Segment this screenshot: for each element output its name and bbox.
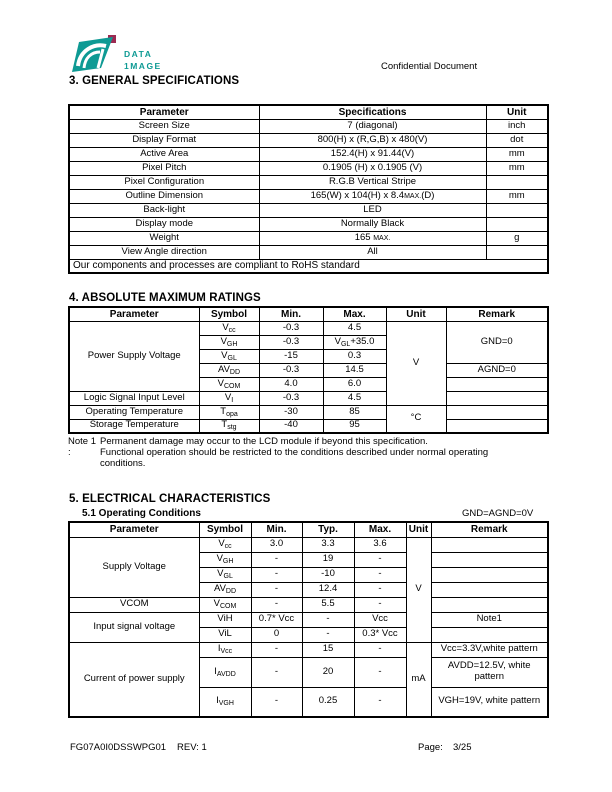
param-cell: Screen Size bbox=[69, 119, 259, 133]
symbol-cell bbox=[199, 537, 251, 552]
spec-cell bbox=[259, 189, 486, 203]
typ-cell: 0.25 bbox=[302, 687, 354, 717]
table-row bbox=[69, 119, 548, 133]
min-cell: 0.7* Vcc bbox=[251, 612, 302, 627]
symbol-base: V bbox=[220, 335, 227, 347]
symbol-cell bbox=[199, 657, 251, 687]
remark-cell bbox=[431, 537, 548, 552]
symbol-sub: Vcc bbox=[220, 648, 233, 656]
symbol-cell bbox=[199, 419, 259, 433]
col-header-parameter: Parameter bbox=[69, 522, 199, 537]
spec-smallcaps: MAX. bbox=[404, 192, 422, 200]
remark-empty-cell bbox=[446, 391, 548, 405]
table-row bbox=[69, 189, 548, 203]
col-header-remark: Remark bbox=[446, 307, 548, 321]
note-line: conditions. bbox=[100, 458, 146, 469]
param-cell: Weight bbox=[69, 231, 259, 245]
symbol-base: V bbox=[213, 598, 220, 610]
max-cell: Vcc bbox=[354, 612, 406, 627]
min-cell: - bbox=[251, 567, 302, 582]
table-row bbox=[69, 419, 548, 433]
min-cell: -40 bbox=[259, 419, 323, 433]
symbol-base: AV bbox=[213, 583, 226, 595]
spec-cell bbox=[259, 133, 486, 147]
remark-cell bbox=[431, 627, 548, 642]
note-line: Permanent damage may occur to the LCD module if beyond this specification. bbox=[100, 436, 428, 447]
remark-cell: VGH=19V, white pattern bbox=[431, 687, 548, 717]
symbol-base: T bbox=[220, 405, 227, 417]
symbol-base: V bbox=[218, 538, 225, 550]
spec-cell bbox=[259, 231, 486, 245]
col-header-unit: Unit bbox=[386, 307, 446, 321]
param-cell-vcom: VCOM bbox=[69, 597, 199, 612]
symbol-sub: COM bbox=[224, 382, 241, 390]
typ-cell: 5.5 bbox=[302, 597, 354, 612]
symbol-cell bbox=[199, 567, 251, 582]
remark-empty-cell bbox=[446, 419, 548, 433]
max-cell: 0.3 bbox=[323, 349, 386, 363]
min-cell: -0.3 bbox=[259, 391, 323, 405]
compliance-row bbox=[69, 259, 548, 273]
symbol-cell bbox=[199, 349, 259, 363]
logo-word-data: DATA bbox=[124, 49, 153, 60]
spec-cell bbox=[259, 147, 486, 161]
min-cell: -0.3 bbox=[259, 363, 323, 377]
spec-cell bbox=[259, 245, 486, 259]
param-group-power-supply: Power Supply Voltage bbox=[69, 321, 199, 391]
remark-cell bbox=[431, 552, 548, 567]
min-cell: 0 bbox=[251, 627, 302, 642]
remark-note1-cell: Note1 bbox=[431, 612, 548, 627]
symbol-sub: opa bbox=[226, 410, 238, 418]
symbol-cell bbox=[199, 612, 251, 627]
remark-agnd-cell: AGND=0 bbox=[446, 363, 548, 377]
symbol-base: T bbox=[221, 419, 228, 431]
min-cell: - bbox=[251, 687, 302, 717]
param-group-supply-voltage: Supply Voltage bbox=[69, 537, 199, 597]
spec-text: 0.1905 (H) x 0.1905 (V) bbox=[322, 161, 423, 173]
table-row bbox=[69, 597, 548, 612]
spec-cell bbox=[259, 161, 486, 175]
unit-v-cell: V bbox=[386, 321, 446, 405]
header-row bbox=[69, 307, 548, 321]
footer-page-label: Page: bbox=[418, 742, 443, 753]
unit-cell bbox=[486, 203, 548, 217]
unit-ma-cell: mA bbox=[406, 642, 431, 717]
col-header-max: Max. bbox=[354, 522, 406, 537]
footer-revision: REV: 1 bbox=[177, 742, 207, 753]
note-line: Functional operation should be restricted to the conditions described under normal operating bbox=[100, 447, 489, 458]
max-base: V bbox=[334, 335, 341, 347]
symbol-sub: DD bbox=[225, 588, 237, 596]
col-header-max: Max. bbox=[323, 307, 386, 321]
unit-cell: mm bbox=[486, 147, 548, 161]
typ-cell: 19 bbox=[302, 552, 354, 567]
symbol-base: V bbox=[216, 553, 223, 565]
spec-text: 7 (diagonal) bbox=[347, 119, 398, 131]
min-cell: - bbox=[251, 582, 302, 597]
remark-cell bbox=[431, 567, 548, 582]
symbol-base: V bbox=[221, 349, 228, 361]
unit-cell: dot bbox=[486, 133, 548, 147]
max-cell: 85 bbox=[323, 405, 386, 419]
col-header-parameter: Parameter bbox=[69, 307, 199, 321]
symbol-sub: DD bbox=[229, 368, 241, 376]
symbol-cell bbox=[199, 627, 251, 642]
symbol-base: ViH bbox=[217, 613, 233, 625]
col-header-symbol: Symbol bbox=[199, 522, 251, 537]
table-row bbox=[69, 231, 548, 245]
max-cell: 4.5 bbox=[323, 391, 386, 405]
symbol-sub: cc bbox=[228, 326, 236, 334]
symbol-cell bbox=[199, 687, 251, 717]
symbol-base: V bbox=[224, 391, 232, 403]
min-cell: -15 bbox=[259, 349, 323, 363]
unit-cell: inch bbox=[486, 119, 548, 133]
unit-c-cell: °C bbox=[386, 405, 446, 433]
col-header-min: Min. bbox=[259, 307, 323, 321]
symbol-base: I bbox=[214, 665, 217, 677]
remark-cell: AVDD=12.5V, white pattern bbox=[431, 657, 548, 687]
min-cell: - bbox=[251, 552, 302, 567]
spec-text: LED bbox=[363, 203, 382, 215]
section-5-1-title: 5.1 Operating Conditions bbox=[82, 508, 201, 519]
min-cell: - bbox=[251, 657, 302, 687]
param-group-input-signal: Input signal voltage bbox=[69, 612, 199, 642]
param-cell: Display mode bbox=[69, 217, 259, 231]
col-header-symbol: Symbol bbox=[199, 307, 259, 321]
param-cell: Active Area bbox=[69, 147, 259, 161]
unit-cell bbox=[486, 175, 548, 189]
table-row bbox=[69, 161, 548, 175]
param-cell: Logic Signal Input Level bbox=[69, 391, 199, 405]
spec-text: All bbox=[367, 245, 378, 257]
symbol-base: V bbox=[222, 321, 229, 333]
symbol-sub: I bbox=[231, 396, 234, 404]
typ-cell: - bbox=[302, 612, 354, 627]
symbol-sub: stg bbox=[227, 424, 237, 432]
remark-empty-cell bbox=[446, 377, 548, 391]
remark-empty-cell bbox=[446, 405, 548, 419]
param-cell: Operating Temperature bbox=[69, 405, 199, 419]
param-cell: Display Format bbox=[69, 133, 259, 147]
max-cell: 95 bbox=[323, 419, 386, 433]
col-header-specifications: Specifications bbox=[259, 105, 486, 119]
header-row bbox=[69, 522, 548, 537]
data-image-logo-icon bbox=[70, 35, 118, 73]
typ-cell: 12.4 bbox=[302, 582, 354, 597]
symbol-sub: GH bbox=[226, 340, 238, 348]
section-5-title: 5. ELECTRICAL CHARACTERISTICS bbox=[69, 493, 271, 505]
table-row bbox=[69, 391, 548, 405]
symbol-cell bbox=[199, 391, 259, 405]
unit-cell: g bbox=[486, 231, 548, 245]
symbol-sub: VGH bbox=[218, 700, 234, 708]
table-row bbox=[69, 321, 548, 335]
symbol-base: I bbox=[217, 643, 221, 655]
col-header-typ: Typ. bbox=[302, 522, 354, 537]
max-cell: - bbox=[354, 642, 406, 657]
header-row bbox=[69, 105, 548, 119]
unit-cell: mm bbox=[486, 161, 548, 175]
min-cell: - bbox=[251, 642, 302, 657]
spec-text: 165(W) x 104(H) x 8.4 bbox=[310, 189, 405, 201]
table-row bbox=[69, 175, 548, 189]
max-cell: 6.0 bbox=[323, 377, 386, 391]
symbol-sub: COM bbox=[220, 603, 237, 611]
note-1 bbox=[68, 436, 538, 469]
param-cell: Back-light bbox=[69, 203, 259, 217]
param-cell: View Angle direction bbox=[69, 245, 259, 259]
max-cell: 4.5 bbox=[323, 321, 386, 335]
max-cell: 3.6 bbox=[354, 537, 406, 552]
symbol-cell bbox=[199, 321, 259, 335]
max-cell: - bbox=[354, 582, 406, 597]
max-post: +35.0 bbox=[350, 335, 375, 347]
param-cell: Pixel Configuration bbox=[69, 175, 259, 189]
remark-cell bbox=[431, 597, 548, 612]
table-row bbox=[69, 147, 548, 161]
param-cell: Storage Temperature bbox=[69, 419, 199, 433]
table-row bbox=[69, 245, 548, 259]
table-row bbox=[69, 203, 548, 217]
symbol-cell bbox=[199, 335, 259, 349]
max-cell: 14.5 bbox=[323, 363, 386, 377]
symbol-cell bbox=[199, 552, 251, 567]
min-cell: 4.0 bbox=[259, 377, 323, 391]
table-row bbox=[69, 217, 548, 231]
rohs-compliance-note: Our components and processes are compliant to RoHS standard bbox=[69, 259, 548, 273]
general-specs-table bbox=[68, 104, 549, 274]
typ-cell: 20 bbox=[302, 657, 354, 687]
remark-gnd-cell: GND=0 bbox=[446, 321, 548, 363]
param-group-current: Current of power supply bbox=[69, 642, 199, 717]
section-4-title: 4. ABSOLUTE MAXIMUM RATINGS bbox=[69, 292, 261, 304]
ground-condition-label: GND=AGND=0V bbox=[462, 508, 534, 519]
col-header-unit: Unit bbox=[406, 522, 431, 537]
spec-cell bbox=[259, 217, 486, 231]
min-cell: 3.0 bbox=[251, 537, 302, 552]
symbol-sub: GH bbox=[222, 558, 234, 566]
spec-cell bbox=[259, 203, 486, 217]
table-row bbox=[69, 405, 548, 419]
max-cell: - bbox=[354, 687, 406, 717]
symbol-cell bbox=[199, 642, 251, 657]
col-header-min: Min. bbox=[251, 522, 302, 537]
symbol-cell bbox=[199, 405, 259, 419]
min-cell: -0.3 bbox=[259, 335, 323, 349]
note-label: Note 1 : bbox=[68, 436, 96, 458]
col-header-remark: Remark bbox=[431, 522, 548, 537]
spec-smallcaps: MAX. bbox=[373, 234, 391, 242]
unit-cell: mm bbox=[486, 189, 548, 203]
unit-cell bbox=[486, 217, 548, 231]
max-cell: - bbox=[354, 657, 406, 687]
spec-text: 165 bbox=[354, 231, 374, 243]
col-header-parameter: Parameter bbox=[69, 105, 259, 119]
symbol-sub: GL bbox=[223, 573, 233, 581]
section-3-title: 3. GENERAL SPECIFICATIONS bbox=[69, 75, 240, 87]
typ-cell: 3.3 bbox=[302, 537, 354, 552]
symbol-base: ViL bbox=[218, 628, 232, 640]
typ-cell: - bbox=[302, 627, 354, 642]
max-cell bbox=[323, 335, 386, 349]
unit-cell bbox=[486, 245, 548, 259]
max-cell: - bbox=[354, 552, 406, 567]
table-row bbox=[69, 612, 548, 627]
symbol-cell bbox=[199, 582, 251, 597]
spec-text: 152.4(H) x 91.44(V) bbox=[330, 147, 415, 159]
min-cell: - bbox=[251, 597, 302, 612]
param-cell: Outline Dimension bbox=[69, 189, 259, 203]
confidential-label: Confidential Document bbox=[381, 61, 478, 72]
spec-cell bbox=[259, 119, 486, 133]
footer-doc-number: FG07A0I0DSSWPG01 bbox=[70, 742, 167, 753]
symbol-sub: GL bbox=[227, 354, 237, 362]
symbol-cell bbox=[199, 597, 251, 612]
table-row bbox=[69, 642, 548, 657]
logo-word-image: 1MAGE bbox=[124, 60, 162, 71]
symbol-cell bbox=[199, 363, 259, 377]
table-row bbox=[69, 537, 548, 552]
spec-text-post: (D) bbox=[421, 189, 435, 201]
max-cell: - bbox=[354, 597, 406, 612]
operating-conditions-table bbox=[68, 521, 549, 718]
typ-cell: 15 bbox=[302, 642, 354, 657]
symbol-sub: AVDD bbox=[216, 670, 236, 678]
spec-text: 800(H) x (R,G,B) x 480(V) bbox=[317, 133, 428, 145]
symbol-sub: cc bbox=[224, 543, 232, 551]
symbol-base: I bbox=[216, 695, 219, 707]
remark-cell bbox=[431, 582, 548, 597]
spec-text: R.G.B Vertical Stripe bbox=[328, 175, 417, 187]
symbol-base: AV bbox=[217, 363, 230, 375]
remark-cell: Vcc=3.3V,white pattern bbox=[431, 642, 548, 657]
max-sub: GL bbox=[340, 340, 351, 348]
min-cell: -0.3 bbox=[259, 321, 323, 335]
max-cell: 0.3* Vcc bbox=[354, 627, 406, 642]
symbol-base: V bbox=[217, 377, 224, 389]
symbol-cell bbox=[199, 377, 259, 391]
table-row bbox=[69, 133, 548, 147]
typ-cell: -10 bbox=[302, 567, 354, 582]
max-cell: - bbox=[354, 567, 406, 582]
abs-max-ratings-table bbox=[68, 306, 549, 434]
note-body bbox=[100, 436, 488, 469]
company-logo bbox=[70, 35, 162, 73]
param-cell: Pixel Pitch bbox=[69, 161, 259, 175]
spec-cell bbox=[259, 175, 486, 189]
col-header-unit: Unit bbox=[486, 105, 548, 119]
min-cell: -30 bbox=[259, 405, 323, 419]
spec-text: Normally Black bbox=[340, 217, 405, 229]
footer-page-number: 3/25 bbox=[453, 742, 472, 753]
unit-v-cell: V bbox=[406, 537, 431, 642]
symbol-base: V bbox=[217, 568, 224, 580]
